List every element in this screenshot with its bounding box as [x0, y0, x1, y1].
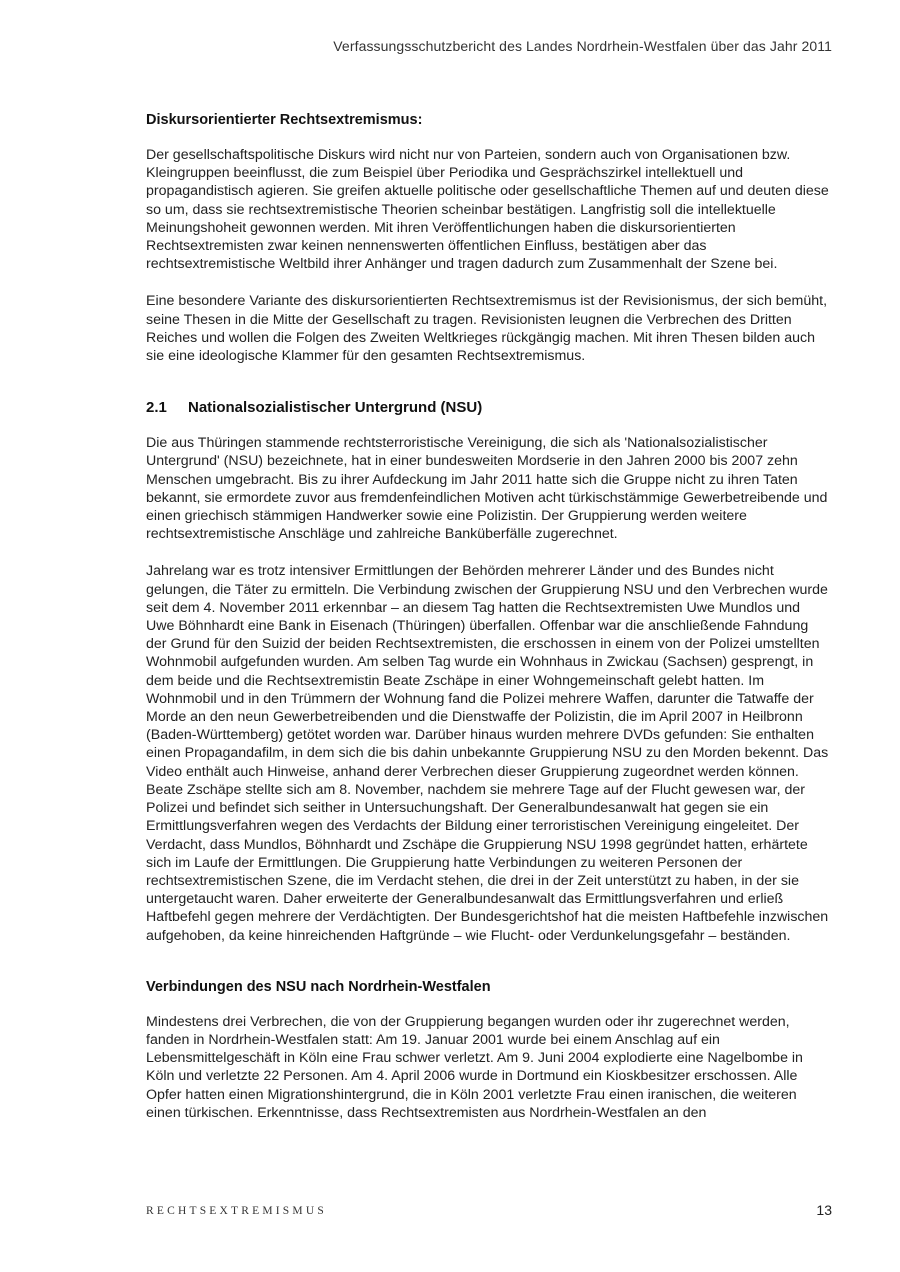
page-content — [146, 112, 832, 1122]
paragraph-discourse-2: Eine besondere Variante des diskursorientierten Rechtsextremismus ist der Revisionismus, der sich bemüht, seine Thesen in die Mitte der Gesellschaft zu tragen. Revisionisten leugnen die Verbrechen des Dritten Reiches und wollen die Folgen des Zweiten Weltkrieges rückgängig machen. Mit ihren Thesen bilden auch sie eine ideologische Klammer für den gesamten Rechtsextremismus. — [146, 293, 828, 365]
heading-discourse: Diskursorientierter Rechtsextremismus: — [146, 112, 423, 128]
page-number: 13 — [816, 1202, 832, 1218]
paragraph-nrw-1: Mindestens drei Verbrechen, die von der Gruppierung begangen wurden oder ihr zugerechnet werden, fanden in Nordrhein-Westfalen statt: Am 19. Januar 2001 wurde bei einem Anschlag auf ein Lebensmittelgeschäft in Köln eine Frau schwer verletzt. Am 9. Juni 2004 explodierte eine Nagelbombe in Köln und verletzte 22 Personen. Am 4. April 2006 wurde in Dortmund ein Kioskbesitzer erschossen. Alle Opfer hatten einen Migrationshintergrund, die in Köln 2001 verletzte Frau einen iranischen, die weiteren einen türkischen. Erkenntnisse, dass Rechtsextremisten aus Nordrhein-Westfalen an den — [146, 1013, 803, 1121]
running-header: Verfassungsschutzbericht des Landes Nordrhein-Westfalen über das Jahr 2011 — [333, 38, 832, 54]
paragraph-nsu-2: Jahrelang war es trotz intensiver Ermittlungen der Behörden mehrerer Länder und des Bundes nicht gelungen, die Täter zu ermitteln. Die Verbindung zwischen der Gruppierung NSU und den Verbrechen wurde seit dem 4. November 2011 erkennbar – an diesem Tag hatten die Rechtsextremisten Uwe Mundlos und Uwe Böhnhardt eine Bank in Eisenach (Thüringen) überfallen. Offenbar war die anschließende Fahndung der Grund für den Suizid der beiden Rechtsextremisten, die erschossen in einem von der Polizei umstellten Wohnmobil aufgefunden wurden. Am selben Tag wurde ein Wohnhaus in Zwickau (Sachsen) gesprengt, in dem beide und die Rechtsextremistin Beate Zschäpe in einer Wohngemeinschaft gelebt hatten. Im Wohnmobil und in den Trümmern der Wohnung fand die Polizei mehrere Waffen, darunter die Tatwaffe der Morde an den neun Gewerbetreibenden und die Dienstwaffe der Polizistin, die im April 2007 in Heilbronn (Baden-Württemberg) getötet worden war. Darüber hinaus wurden mehrere DVDs gefunden: Sie enthalten einen Propagandafilm, in dem sich die bis dahin unbekannte Gruppierung NSU zu den Morden bekennt. Das Video enthält auch Hinweise, anhand derer Verbrechen dieser Gruppierung zugeordnet werden können. Beate Zschäpe stellte sich am 8. November, nachdem sie mehrere Tage auf der Flucht gewesen war, der Polizei und befindet sich seither in Untersuchungshaft. Der Generalbundesanwalt hat gegen sie ein Ermittlungsverfahren wegen des Verdachts der Bildung einer terroristischen Vereinigung eingeleitet. Der Verdacht, dass Mundlos, Böhnhardt und Zschäpe die Gruppierung NSU 1998 gegründet hatten, erhärtete sich im Laufe der Ermittlungen. Die Gruppierung hatte Verbindungen zu weiteren Personen der rechtsextremistischen Szene, die im Verdacht stehen, die drei in der Zeit unterstützt zu haben, in der sie untergetaucht waren. Daher erweiterte der Generalbundesanwalt das Ermittlungsverfahren und erließ Haftbefehl gegen mehrere der Verdächtigten. Der Bundesgerichtshof hat die meisten Haftbefehle inzwischen aufgehoben, da keine hinreichenden Haftgründe – wie Flucht- oder Verdunkelungsgefahr – beständen. — [146, 563, 829, 944]
section-title: Nationalsozialistischer Untergrund (NSU) — [188, 399, 483, 417]
paragraph-nsu-1: Die aus Thüringen stammende rechtsterroristische Vereinigung, die sich als 'Nationalsozialistischer Untergrund' (NSU) bezeichnete, hat in einer bundesweiten Mordserie in den Jahren 2000 bis 2007 zehn Menschen umgebracht. Bis zu ihrer Aufdeckung im Jahr 2011 hatte sich die Gruppe nicht zu ihren Taten bekannt, sie ermordete zuvor aus fremdenfeindlichen Motiven acht türkischstämmige Gewerbetreibende und einen griechisch stämmigen Handwerker sowie eine Polizistin. Der Gruppierung werden weitere rechtsextremistische Anschläge und zahlreiche Banküberfälle zugerechnet. — [146, 435, 828, 543]
paragraph-discourse-1: Der gesellschaftspolitische Diskurs wird nicht nur von Parteien, sondern auch von Organisationen bzw. Kleingruppen beeinflusst, die zum Beispiel über Periodika und Gesprächszirkel intellektuell und propagandistisch agieren. Sie greifen aktuelle politische oder gesellschaftliche Themen auf und deuten diese so um, dass sie rechtsextremistische Theorien scheinbar bestätigen. Langfristig soll die intellektuelle Meinungshoheit gewonnen werden. Mit ihren Veröffentlichungen haben die diskursorientierten Rechtsextremisten zwar keinen nennenswerten öffentlichen Einfluss, bestätigen aber das rechtsextremistische Weltbild ihrer Anhänger und tragen dadurch zum Zusammenhalt der Szene bei. — [146, 147, 829, 273]
footer-section-label: RECHTSEXTREMISMUS — [146, 1205, 327, 1217]
section-heading-nsu — [146, 399, 832, 416]
section-number: 2.1 — [146, 399, 167, 417]
heading-nrw: Verbindungen des NSU nach Nordrhein-Westfalen — [146, 978, 491, 995]
